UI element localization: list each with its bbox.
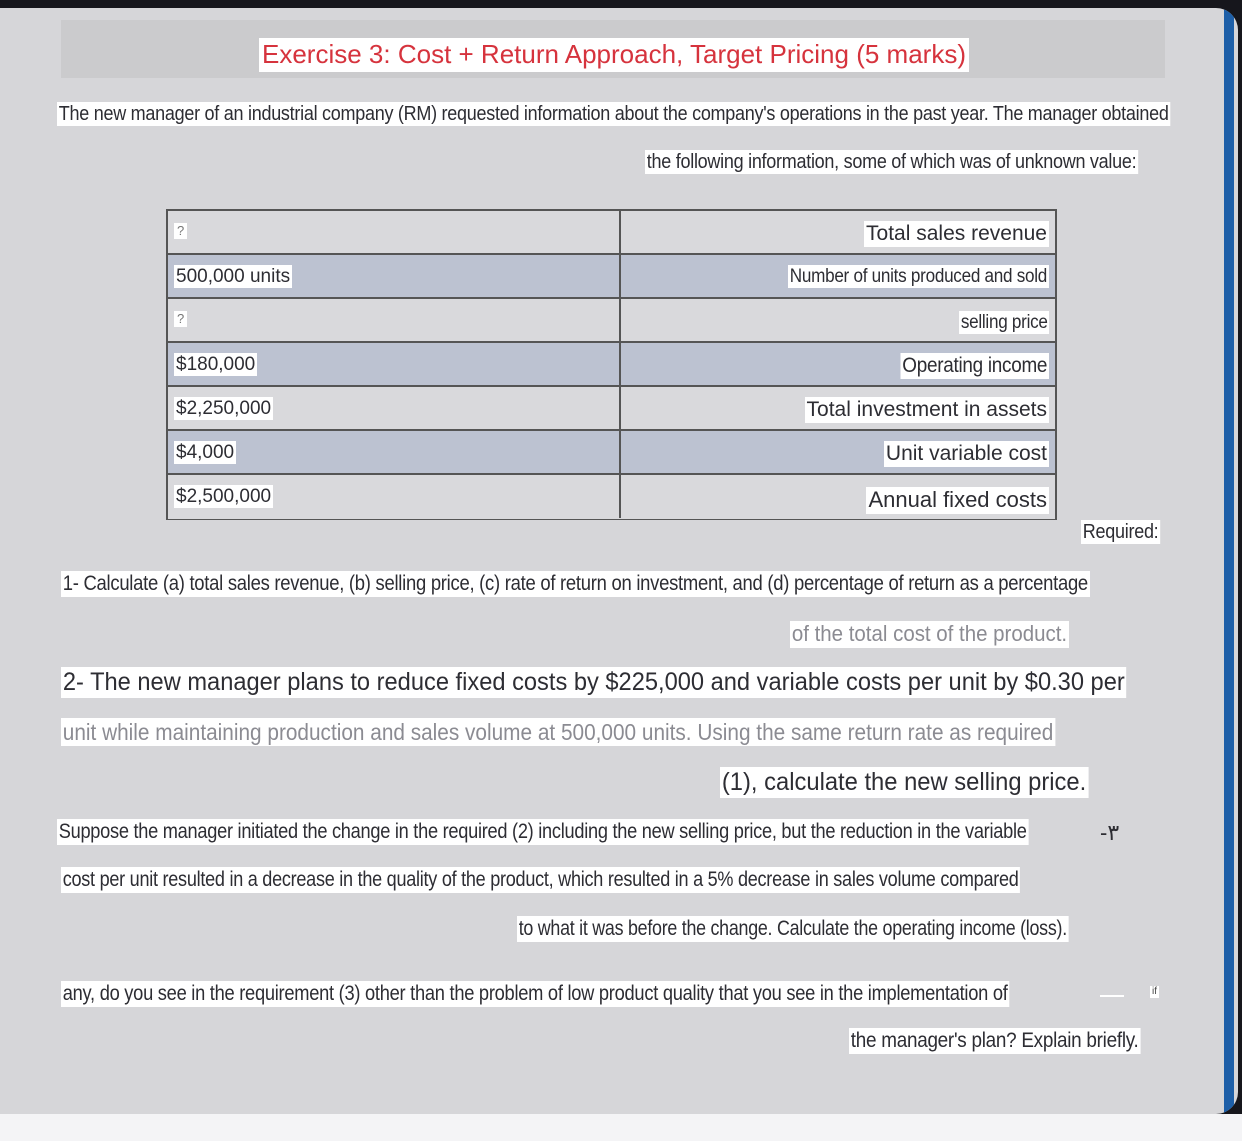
q3-line-1: Suppose the manager initiated the change in the required (2) including the new selling price, but the reduction in the variable	[58, 820, 1027, 843]
exercise-title: Exercise 3: Cost + Return Approach, Target Pricing (5 marks)	[259, 38, 969, 72]
q3-marker: -٣	[1100, 820, 1120, 845]
q4-line-1: any, do you see in the requirement (3) other than the problem of low product quality that you see in the implementation of	[62, 982, 1008, 1005]
q1-line-2: of the total cost of the product.	[791, 621, 1068, 646]
table-value: ?	[174, 223, 187, 239]
q4-marker: if	[1152, 986, 1157, 997]
document-page	[0, 8, 1238, 1114]
table-row	[168, 343, 1055, 387]
q2-line-3: (1), calculate the new selling price.	[721, 768, 1087, 796]
table-value: ?	[174, 311, 187, 327]
table-value: 500,000 units	[176, 266, 291, 287]
q3-line-3: to what it was before the change. Calculate the operating income (loss).	[518, 917, 1067, 940]
table-label: Number of units produced and sold	[789, 266, 1048, 287]
table-value: $2,500,000	[176, 486, 272, 507]
table-value: $2,250,000	[176, 398, 272, 419]
q4-dash	[1100, 995, 1124, 997]
table-label: Unit variable cost	[885, 442, 1047, 465]
table-divider	[619, 211, 621, 518]
table-row	[168, 475, 1055, 519]
table-row	[168, 255, 1055, 299]
table-row	[168, 387, 1055, 431]
table-label: Annual fixed costs	[868, 487, 1047, 512]
page-edge-bar	[1224, 8, 1234, 1114]
q2-line-2: unit while maintaining production and sales volume at 500,000 units. Using the same return rate as required	[62, 719, 1054, 745]
table-row	[168, 211, 1055, 255]
intro-line-1: The new manager of an industrial company (RM) requested information about the company's operations in the past year. The manager obtained	[58, 103, 1169, 125]
page-bottom-strip	[0, 1114, 1242, 1141]
q2-line-1: 2- The new manager plans to reduce fixed costs by $225,000 and variable costs per unit by $0.30 per	[62, 668, 1125, 696]
table-label: selling price	[960, 312, 1048, 333]
table-label: Operating income	[902, 354, 1048, 377]
table-value: $4,000	[176, 442, 235, 463]
q4-line-2: the manager's plan? Explain briefly.	[850, 1029, 1139, 1052]
q3-line-2: cost per unit resulted in a decrease in the quality of the product, which resulted in a 5% decrease in sales volume compared	[62, 868, 1019, 891]
required-heading: Required:	[1082, 521, 1159, 543]
q1-line-1: 1- Calculate (a) total sales revenue, (b) selling price, (c) rate of return on investment, and (d) percentage of return as a percentage	[62, 572, 1088, 595]
table-value: $180,000	[176, 354, 256, 375]
table-row	[168, 299, 1055, 343]
table-label: Total sales revenue	[866, 222, 1047, 245]
table-row	[168, 431, 1055, 475]
intro-line-2: the following information, some of which was of unknown value:	[646, 151, 1137, 173]
data-table	[166, 209, 1057, 520]
table-label: Total investment in assets	[806, 398, 1047, 421]
